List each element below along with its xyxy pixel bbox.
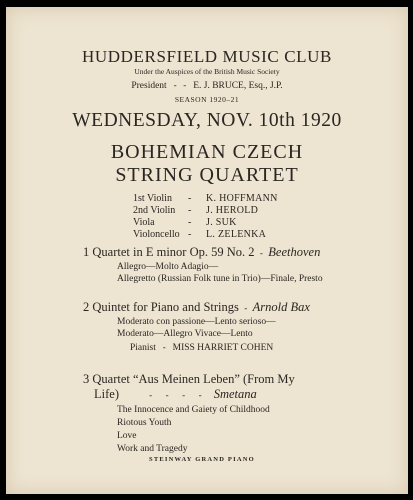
composer-name: Arnold Bax (252, 300, 310, 314)
item-number: 1 (83, 245, 90, 259)
composer-name: Beethoven (268, 245, 321, 259)
work-title: Quartet “Aus Meinen Leben” (From My (92, 372, 295, 386)
work-title: Quintet for Piano and Strings (92, 300, 239, 314)
auspices-line: Under the Auspices of the British Music Society (134, 67, 280, 76)
separator-dash: - (158, 342, 171, 352)
ensemble-name-line-2: STRING QUARTET (115, 164, 299, 186)
member-name: J. HEROLD (206, 205, 259, 216)
separator-dash: - - (169, 80, 191, 90)
program-item-2 (83, 300, 310, 315)
movement-line: Love (117, 431, 137, 441)
movement-line: Riotous Youth (117, 418, 172, 428)
program-item-3-cont (94, 387, 257, 402)
program-item-3 (83, 372, 295, 387)
member-role: 1st Violin (133, 193, 172, 204)
president-line (6, 80, 408, 91)
pianist-name: MISS HARRIET COHEN (172, 343, 274, 353)
footer-note: STEINWAY GRAND PIANO (149, 456, 255, 463)
member-name: L. ZELENKA (206, 229, 267, 240)
pianist-line (130, 342, 273, 353)
item-number: 2 (83, 300, 90, 314)
work-title: Quartet in E minor Op. 59 No. 2 (92, 245, 255, 259)
separator-dash: - (188, 205, 192, 216)
member-role: Viola (133, 217, 155, 228)
member-name: K. HOFFMANN (206, 193, 278, 204)
movement-line: Moderato con passione—Lento serioso— (117, 317, 276, 327)
president-label: President (131, 81, 167, 91)
separator-dash: - (242, 303, 250, 313)
president-name: E. J. BRUCE, Esq., J.P. (193, 81, 283, 91)
movement-line: Moderato—Allegro Vivace—Lento (117, 329, 253, 339)
movement-line: The Innocence and Gaiety of Childhood (117, 405, 270, 415)
item-number: 3 (83, 372, 90, 386)
ensemble-name-line-1: BOHEMIAN CZECH (110, 141, 304, 163)
work-title-cont: Life) (94, 387, 119, 401)
movement-line: Allegro—Molto Adagio— (117, 262, 219, 272)
member-role: 2nd Violin (133, 205, 176, 216)
concert-date: WEDNESDAY, NOV. 10th 1920 (72, 110, 342, 131)
movement-line: Work and Tragedy (117, 444, 188, 454)
separator-dash: - (188, 193, 192, 204)
season-line: SEASON 1920–21 (174, 95, 240, 104)
concert-program-sheet (6, 7, 408, 494)
separator-dash: - (188, 217, 192, 228)
member-role: Violoncello (133, 229, 180, 240)
separator-dash: - - - - (122, 390, 211, 400)
club-title: HUDDERSFIELD MUSIC CLUB (82, 47, 332, 66)
composer-name: Smetana (213, 387, 257, 401)
separator-dash: - (257, 248, 266, 258)
movement-line: Allegretto (Russian Folk tune in Trio)—Finale, Presto (117, 274, 323, 284)
program-item-1 (83, 245, 320, 260)
separator-dash: - (188, 229, 192, 240)
pianist-label: Pianist (130, 343, 156, 353)
member-name: J. SUK (206, 217, 237, 228)
